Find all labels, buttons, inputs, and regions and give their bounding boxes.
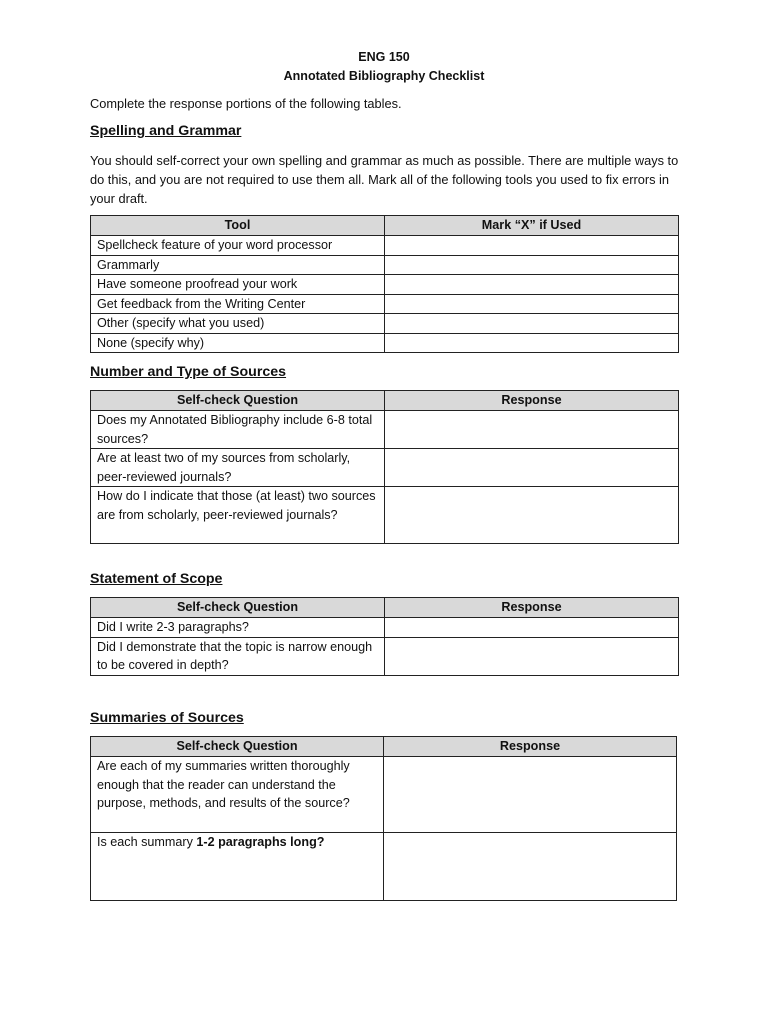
table-row xyxy=(91,314,679,334)
section-heading-spelling: Spelling and Grammar xyxy=(90,123,242,139)
mark-cell[interactable] xyxy=(385,236,679,256)
question-text: Does my Annotated Bibliography include 6-8 total sources? xyxy=(91,411,385,449)
column-header-response: Response xyxy=(384,737,677,757)
intro-text: Complete the response portions of the following tables. xyxy=(90,96,402,111)
response-cell[interactable] xyxy=(385,411,679,449)
sources-table xyxy=(90,390,679,544)
mark-cell[interactable] xyxy=(385,314,679,334)
response-cell[interactable] xyxy=(385,449,679,487)
question-text: Did I write 2-3 paragraphs? xyxy=(91,618,385,638)
question-text: Are each of my summaries written thoroughly enough that the reader can understand the purpose, methods, and results of the source? xyxy=(91,757,384,833)
tool-label: Spellcheck feature of your word processor xyxy=(91,236,385,256)
scope-table xyxy=(90,597,679,676)
column-header-response: Response xyxy=(385,391,679,411)
table-row xyxy=(91,487,679,544)
mark-cell[interactable] xyxy=(385,294,679,314)
section-heading-sources: Number and Type of Sources xyxy=(90,364,287,380)
question-text: How do I indicate that those (at least) two sources are from scholarly, peer-reviewed journals? xyxy=(91,487,385,544)
mark-cell[interactable] xyxy=(385,275,679,295)
table-row xyxy=(91,757,677,833)
column-header-question: Self-check Question xyxy=(91,391,385,411)
response-cell[interactable] xyxy=(385,618,679,638)
response-cell[interactable] xyxy=(384,833,677,901)
document-title: Annotated Bibliography Checklist xyxy=(283,69,485,83)
table-row xyxy=(91,294,679,314)
response-cell[interactable] xyxy=(384,757,677,833)
table-row xyxy=(91,637,679,675)
column-header-response: Response xyxy=(385,598,679,618)
spelling-description: You should self-correct your own spelling and grammar as much as possible. There are multiple ways to do this, and you are not required to use them all. Mark all of the following tools you used to fix errors in your draft. xyxy=(90,153,679,206)
summaries-table xyxy=(90,736,677,901)
table-row xyxy=(91,411,679,449)
tool-label: Grammarly xyxy=(91,255,385,275)
tool-label: Other (specify what you used) xyxy=(91,314,385,334)
column-header-question: Self-check Question xyxy=(91,737,384,757)
question-text-emphasis: 1-2 paragraphs long? xyxy=(196,835,325,849)
section-heading-scope: Statement of Scope xyxy=(90,571,223,587)
spelling-table xyxy=(90,215,679,353)
table-row xyxy=(91,275,679,295)
column-header-question: Self-check Question xyxy=(91,598,385,618)
table-row xyxy=(91,833,677,901)
tool-label: None (specify why) xyxy=(91,333,385,353)
response-cell[interactable] xyxy=(385,487,679,544)
tool-label: Get feedback from the Writing Center xyxy=(91,294,385,314)
question-text: Are at least two of my sources from scholarly, peer-reviewed journals? xyxy=(91,449,385,487)
table-row xyxy=(91,618,679,638)
question-text xyxy=(91,833,384,901)
table-row xyxy=(91,255,679,275)
tool-label: Have someone proofread your work xyxy=(91,275,385,295)
course-code: ENG 150 xyxy=(358,50,410,64)
response-cell[interactable] xyxy=(385,637,679,675)
mark-cell[interactable] xyxy=(385,255,679,275)
mark-cell[interactable] xyxy=(385,333,679,353)
question-text-prefix: Is each summary xyxy=(97,835,197,849)
table-row xyxy=(91,449,679,487)
table-row xyxy=(91,236,679,256)
table-row xyxy=(91,333,679,353)
column-header-tool: Tool xyxy=(91,216,385,236)
question-text: Did I demonstrate that the topic is narrow enough to be covered in depth? xyxy=(91,637,385,675)
column-header-mark: Mark “X” if Used xyxy=(385,216,679,236)
section-heading-summaries: Summaries of Sources xyxy=(90,710,244,726)
